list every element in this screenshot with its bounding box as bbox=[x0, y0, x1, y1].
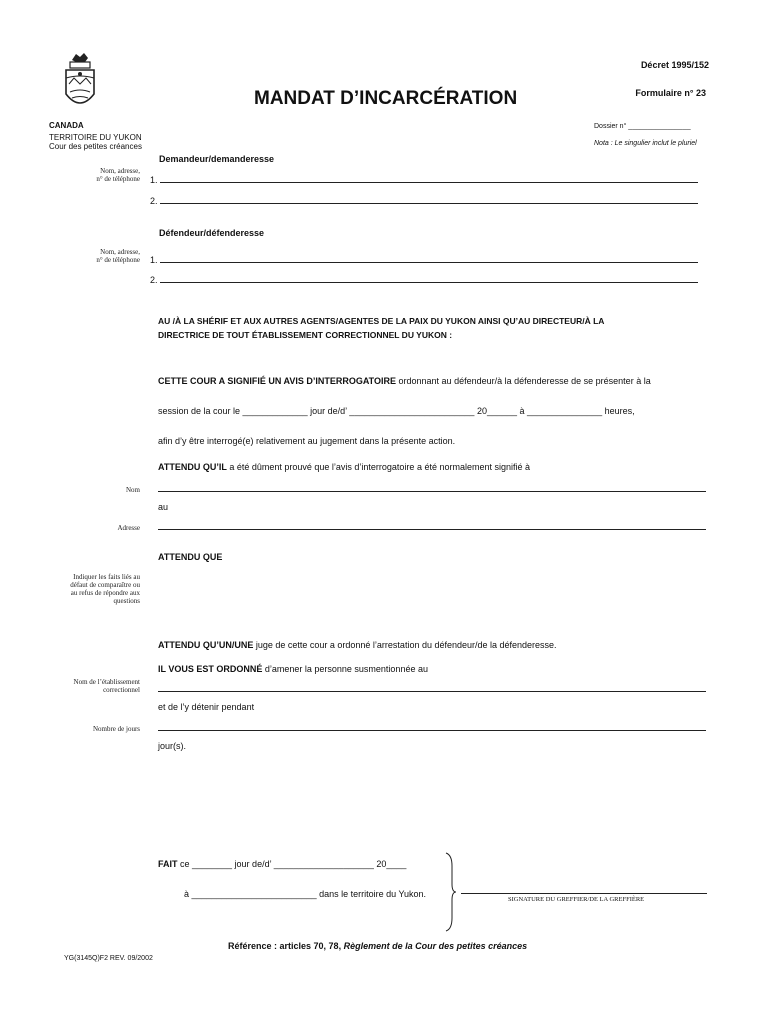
whereas-judge-text bbox=[158, 640, 557, 650]
addressee-line-1: AU /À LA SHÉRIF ET AUX AUTRES AGENTS/AGENTES DE LA PAIX DU YUKON AINSI QU’AU DIRECTEUR/À LA bbox=[158, 316, 605, 326]
session-date-line[interactable]: session de la cour le _____________ jour de/d’ _________________________ 20______ à _______________ heures, bbox=[158, 406, 635, 416]
name-side-label: Nom bbox=[126, 486, 140, 494]
served-notice-text bbox=[158, 376, 651, 386]
court-label: Cour des petites créances bbox=[49, 142, 142, 151]
examination-text: afin d’y être interrogé(e) relativement au jugement dans la présente action. bbox=[158, 436, 456, 446]
addressee-line-2: DIRECTRICE DE TOUT ÉTABLISSEMENT CORRECTIONNEL DU YUKON : bbox=[158, 330, 453, 340]
yukon-coat-of-arms-logo bbox=[58, 50, 102, 120]
plaintiff-heading: Demandeur/demanderesse bbox=[159, 154, 275, 164]
whereas-judge-rest: juge de cette cour a ordonné l’arrestation du défendeur/de la défenderesse. bbox=[253, 640, 557, 650]
done-rest: ce ________ jour de/d’ ____________________ 20____ bbox=[177, 859, 407, 869]
signature-line[interactable] bbox=[461, 893, 707, 894]
whereas-judge-bold: ATTENDU QU’UN/UNE bbox=[158, 640, 254, 650]
form-number: Formulaire n° 23 bbox=[635, 88, 706, 98]
signature-brace bbox=[444, 852, 458, 932]
order-text bbox=[158, 664, 428, 674]
defendant-line-2-number: 2. bbox=[150, 275, 158, 285]
reference-regulation: Règlement de la Cour des petites créances bbox=[343, 941, 528, 951]
defendant-line-2[interactable] bbox=[160, 282, 698, 283]
whereas-served-text bbox=[158, 462, 530, 472]
days-side-label: Nombre de jours bbox=[92, 725, 140, 733]
file-number-field[interactable]: Dossier n° ________________ bbox=[594, 123, 691, 130]
institution-line[interactable] bbox=[158, 691, 706, 692]
whereas-served-rest: a été dûment prouvé que l’avis d’interrogatoire a été normalement signifié à bbox=[226, 462, 531, 472]
country-label: CANADA bbox=[49, 121, 84, 130]
form-code: YG(3145Q)F2 REV. 09/2002 bbox=[64, 955, 153, 962]
reference-prefix: Référence : articles 70, 78, bbox=[228, 941, 344, 951]
served-notice-rest: ordonnant au défendeur/à la défenderesse de se présenter à la bbox=[396, 376, 651, 386]
done-bold: FAIT bbox=[158, 859, 178, 869]
institution-side-label: Nom de l’établissement correctionnel bbox=[73, 678, 140, 694]
facts-text-area[interactable] bbox=[158, 568, 706, 628]
defendant-heading: Défendeur/défenderesse bbox=[159, 228, 265, 238]
served-notice-bold: CETTE COUR A SIGNIFIÉ UN AVIS D’INTERROGATOIRE bbox=[158, 376, 397, 386]
days-unit-text: jour(s). bbox=[158, 741, 187, 751]
form-title: MANDAT D’INCARCÉRATION bbox=[254, 88, 518, 109]
reference-text bbox=[228, 941, 527, 951]
defendant-side-label: Nom, adresse, n° de téléphone bbox=[96, 248, 140, 264]
defendant-line-1[interactable] bbox=[160, 262, 698, 263]
facts-side-label: Indiquer les faits liés au défaut de comparaître ou au refus de répondre aux questions bbox=[70, 573, 140, 605]
done-place-line[interactable]: à _________________________ dans le territoire du Yukon. bbox=[184, 889, 427, 899]
done-date-line[interactable] bbox=[158, 859, 406, 869]
decree-label: Décret 1995/152 bbox=[640, 60, 709, 70]
detain-text: et de l’y détenir pendant bbox=[158, 702, 255, 712]
at-label: au bbox=[158, 502, 169, 512]
order-bold: IL VOUS EST ORDONNÉ bbox=[158, 664, 263, 674]
days-line[interactable] bbox=[158, 730, 706, 731]
whereas-heading: ATTENDU QUE bbox=[158, 552, 223, 562]
signature-label: SIGNATURE DU GREFFIER/DE LA GREFFIÈRE bbox=[508, 896, 645, 903]
plaintiff-line-2-number: 2. bbox=[150, 196, 158, 206]
plural-note: Nota : Le singulier inclut le pluriel bbox=[594, 140, 697, 147]
plaintiff-side-label: Nom, adresse, n° de téléphone bbox=[96, 167, 140, 183]
address-side-label: Adresse bbox=[117, 524, 140, 532]
plaintiff-line-2[interactable] bbox=[160, 203, 698, 204]
defendant-line-1-number: 1. bbox=[150, 255, 158, 265]
plaintiff-line-1-number: 1. bbox=[150, 175, 158, 185]
plaintiff-line-1[interactable] bbox=[160, 182, 698, 183]
territory-label: TERRITOIRE DU YUKON bbox=[49, 133, 142, 142]
whereas-served-bold: ATTENDU QU’IL bbox=[158, 462, 227, 472]
order-rest: d’amener la personne susmentionnée au bbox=[262, 664, 428, 674]
served-name-line[interactable] bbox=[158, 491, 706, 492]
served-address-line[interactable] bbox=[158, 529, 706, 530]
